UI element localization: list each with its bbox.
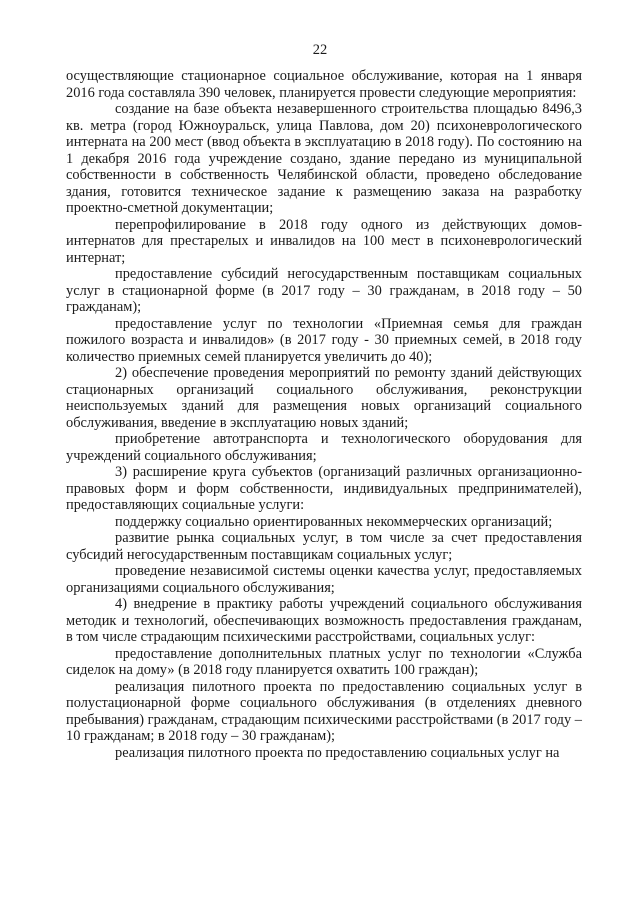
body-text (66, 68, 582, 761)
paragraph: реализация пилотного проекта по предоставлению социальных услуг в полустационарной форме социального обслуживания (в отделениях дневного пребывания) гражданам, страдающим психическими расстройствами (в 2017 году – 10 гражданам; в 2018 году – 30 гражданам); (66, 678, 582, 744)
paragraph: предоставление дополнительных платных услуг по технологии «Служба сиделок на дому» (в 2018 году планируется охватить 100 граждан); (66, 645, 582, 678)
paragraph: создание на базе объекта незавершенного строительства площадью 8496,3 кв. метра (город Южноуральск, улица Павлова, дом 20) психоневрологического интерната на 200 мест (ввод объекта в эксплуатацию в 2018 году). По состоянию на 1 декабря 2016 года учреждение создано, здание передано из муниципальной собственности в собственность Челябинской области, проведено обследование здания, готовится техническое задание к размещению заказа на разработку проектно-сметной документации; (66, 101, 582, 216)
paragraph: приобретение автотранспорта и технологического оборудования для учреждений социального обслуживания; (66, 431, 582, 464)
paragraph: реализация пилотного проекта по предоставлению социальных услуг на (115, 744, 560, 761)
paragraph: 4) внедрение в практику работы учреждений социального обслуживания методик и технологий, обеспечивающих возможность предоставления гражданам, в том числе страдающим психическими расстройствами, социальных услуг: (66, 596, 582, 645)
paragraph: поддержку социально ориентированных некоммерческих организаций; (115, 513, 553, 530)
paragraph: перепрофилирование в 2018 году одного из действующих домов-интернатов для престарелых и инвалидов на 100 мест в психоневрологический интернат; (66, 216, 582, 266)
paragraph: предоставление субсидий негосударственным поставщикам социальных услуг в стационарной форме (в 2017 году – 30 гражданам, в 2018 году – 50 гражданам); (66, 266, 582, 315)
paragraph: проведение независимой системы оценки качества услуг, предоставляемых организациями социального обслуживания; (66, 563, 582, 596)
paragraph-continuation: осуществляющие стационарное социальное обслуживание, которая на 1 января 2016 года составляла 390 человек, планируется провести следующие мероприятия: (66, 68, 582, 101)
paragraph: предоставление услуг по технологии «Приемная семья для граждан пожилого возраста и инвалидов» (в 2017 году - 30 приемных семей, в 2018 году количество приемных семей планируется увеличить до 40); (66, 315, 582, 365)
page-number: 22 (312, 42, 328, 58)
paragraph: развитие рынка социальных услуг, в том числе за счет предоставления субсидий негосударственным поставщикам социальных услуг; (66, 530, 582, 563)
paragraph: 3) расширение круга субъектов (организаций различных организационно-правовых форм и форм собственности, индивидуальных предпринимателей), предоставляющих социальные услуги: (66, 464, 582, 513)
paragraph: 2) обеспечение проведения мероприятий по ремонту зданий действующих стационарных организаций социального обслуживания, реконструкции неиспользуемых зданий для размещения новых организаций социального обслуживания, введение в эксплуатацию новых зданий; (66, 365, 582, 431)
